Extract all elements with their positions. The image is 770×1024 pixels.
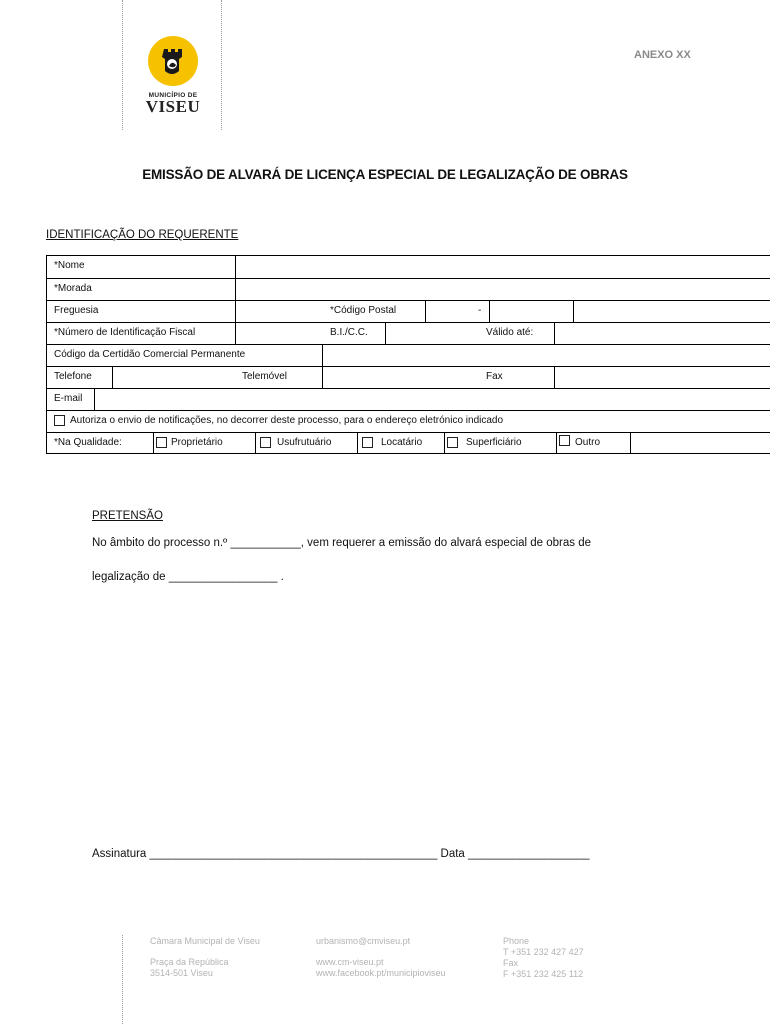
postal-code-part2-field[interactable] bbox=[489, 301, 574, 322]
capacity-label: *Na Qualidade: bbox=[54, 437, 122, 448]
claim-heading: PRETENSÃO bbox=[92, 510, 163, 522]
signature-and-date-line: Assinatura _____________________________________________ Data ___________________ bbox=[92, 848, 590, 860]
other-label: Outro bbox=[575, 437, 601, 448]
municipality-logo bbox=[140, 36, 206, 114]
castle-crest-icon bbox=[148, 36, 198, 86]
fax-label: Fax bbox=[486, 371, 503, 382]
valid-until-label: Válido até: bbox=[486, 327, 534, 338]
capacity-option-surface-rights[interactable] bbox=[444, 433, 557, 454]
name-label: *Nome bbox=[54, 260, 85, 271]
footer-contacts bbox=[316, 936, 446, 979]
tax-id-field[interactable] bbox=[235, 323, 324, 344]
footer-website-link[interactable]: www.cm-viseu.pt bbox=[316, 957, 384, 967]
email-field[interactable] bbox=[94, 389, 770, 410]
logo-line-city: VISEU bbox=[145, 97, 201, 116]
mobile-field[interactable] bbox=[322, 367, 479, 388]
owner-label: Proprietário bbox=[171, 437, 223, 448]
parish-label: Freguesia bbox=[54, 305, 99, 316]
postal-code-label: *Código Postal bbox=[330, 305, 397, 316]
row-consent bbox=[47, 410, 770, 432]
footer-email-link[interactable]: urbanismo@cmviseu.pt bbox=[316, 936, 411, 946]
footer-street: Praça da República bbox=[150, 957, 229, 967]
phone-label: Telefone bbox=[54, 371, 92, 382]
footer-postal: 3514-501 Viseu bbox=[150, 968, 213, 978]
surface-rights-checkbox[interactable] bbox=[447, 437, 458, 448]
tenant-label: Locatário bbox=[381, 437, 423, 448]
document-title: EMISSÃO DE ALVARÁ DE LICENÇA ESPECIAL DE LEGALIZAÇÃO DE OBRAS bbox=[142, 167, 628, 182]
capacity-option-usufructuary[interactable] bbox=[255, 433, 358, 454]
footer-institution: Câmara Municipal de Viseu bbox=[150, 936, 260, 946]
valid-until-field[interactable] bbox=[554, 323, 770, 344]
footer-dotted-rule bbox=[122, 935, 123, 1024]
other-checkbox[interactable] bbox=[559, 435, 570, 446]
claim-text-line-1: No âmbito do processo n.º ___________, vem requerer a emissão do alvará especial de obras de bbox=[92, 537, 592, 549]
certificate-code-field[interactable] bbox=[322, 345, 770, 366]
fax-field[interactable] bbox=[554, 367, 770, 388]
logo-line-municipality: MUNICÍPIO DE bbox=[148, 92, 198, 99]
consent-label: Autoriza o envio de notificações, no decorrer deste processo, para o endereço eletrónico indicado bbox=[70, 415, 504, 426]
capacity-option-tenant[interactable] bbox=[357, 433, 445, 454]
capacity-option-other[interactable] bbox=[556, 433, 631, 454]
tax-id-label: *Número de Identificação Fiscal bbox=[54, 327, 196, 338]
address-field[interactable] bbox=[235, 279, 770, 300]
row-parish bbox=[47, 300, 770, 322]
row-email bbox=[47, 388, 770, 410]
row-address bbox=[47, 278, 770, 300]
annex-label: ANEXO XX bbox=[634, 49, 691, 61]
row-capacity bbox=[47, 432, 770, 454]
applicant-identification-form bbox=[46, 255, 770, 454]
footer-phone-label: Phone bbox=[503, 936, 530, 946]
capacity-option-owner[interactable] bbox=[153, 433, 256, 454]
row-tax-id bbox=[47, 322, 770, 344]
address-label: *Morada bbox=[54, 283, 92, 294]
claim-text-line-2: legalização de _________________ . bbox=[92, 571, 284, 583]
footer-fax-label: Fax bbox=[503, 958, 519, 968]
row-certificate bbox=[47, 344, 770, 366]
usufructuary-checkbox[interactable] bbox=[260, 437, 271, 448]
id-card-field[interactable] bbox=[385, 323, 479, 344]
postal-code-separator: - bbox=[478, 305, 482, 316]
footer-phone-number: T +351 232 427 427 bbox=[503, 947, 584, 957]
row-phone bbox=[47, 366, 770, 388]
header-dotted-rule-right bbox=[221, 0, 222, 130]
postal-locality-field[interactable] bbox=[573, 301, 770, 322]
tenant-checkbox[interactable] bbox=[362, 437, 373, 448]
id-card-label: B.I./C.C. bbox=[330, 327, 368, 338]
email-label: E-mail bbox=[54, 393, 83, 404]
footer-address bbox=[150, 936, 260, 979]
identification-heading: IDENTIFICAÇÃO DO REQUERENTE bbox=[46, 229, 239, 241]
surface-rights-label: Superficiário bbox=[466, 437, 522, 448]
footer-phones bbox=[503, 936, 584, 980]
capacity-other-field[interactable] bbox=[630, 433, 770, 454]
footer-facebook-link[interactable]: www.facebook.pt/municipioviseu bbox=[316, 968, 446, 978]
parish-field[interactable] bbox=[235, 301, 324, 322]
certificate-code-label: Código da Certidão Comercial Permanente bbox=[54, 349, 246, 360]
header-dotted-rule-left bbox=[122, 0, 123, 130]
name-field[interactable] bbox=[235, 256, 770, 278]
consent-checkbox[interactable] bbox=[54, 415, 65, 426]
footer-fax-number: F +351 232 425 112 bbox=[503, 969, 584, 979]
postal-code-part1-field[interactable] bbox=[425, 301, 470, 322]
phone-field[interactable] bbox=[112, 367, 236, 388]
owner-checkbox[interactable] bbox=[156, 437, 167, 448]
usufructuary-label: Usufrutuário bbox=[277, 437, 332, 448]
row-name bbox=[47, 256, 770, 278]
mobile-label: Telemóvel bbox=[242, 371, 288, 382]
